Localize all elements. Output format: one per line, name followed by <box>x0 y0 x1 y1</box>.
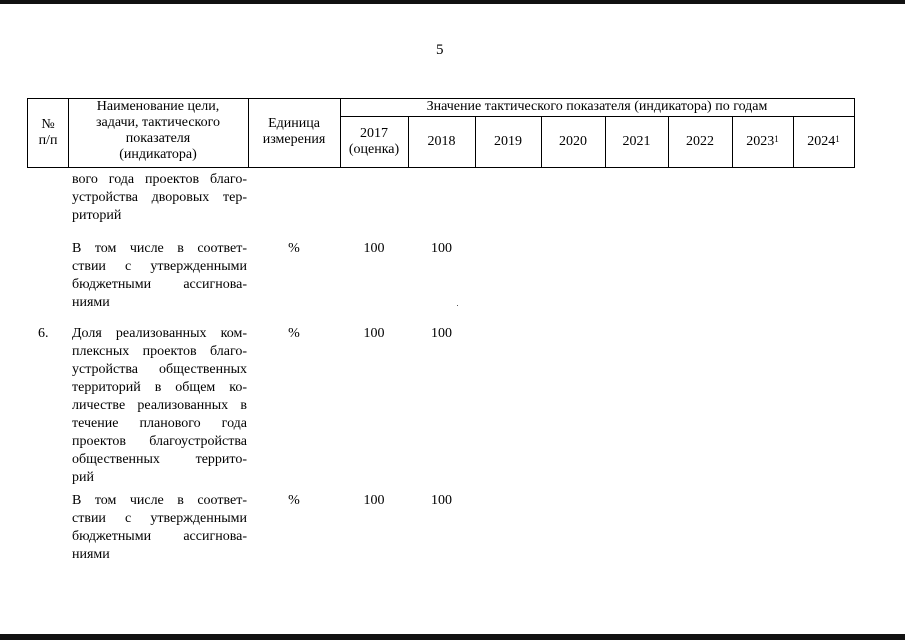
value-2018: 100 <box>431 493 452 508</box>
header-year-2022: 2022 <box>686 134 714 149</box>
header-year-2023: 2023$^1$ <box>746 134 779 149</box>
indicator-text: В том числе в соответ- ствии с утвержденными бюджетными ассигнова- ниями <box>72 493 247 562</box>
indicator-text: Доля реализованных ком- плексных проектов благо- устройства общественных территорий в общем ко- личестве реализованных в течение планового года проектов благоустройства общественных террито- рий <box>72 326 247 485</box>
unit-value: % <box>288 241 300 256</box>
row-number: 6. <box>38 326 49 341</box>
value-2018: 100 <box>431 326 452 341</box>
header-indicator-name: Наименование цели, задачи, тактического показателя (индикатора) <box>95 99 221 162</box>
table-header <box>27 98 855 168</box>
scan-top-edge <box>0 0 905 4</box>
header-unit: Единица измерения <box>262 116 326 147</box>
value-2017: 100 <box>363 241 385 256</box>
unit-value: % <box>288 326 300 341</box>
header-year-2024: 2024$^1$ <box>807 134 840 149</box>
unit-value: % <box>288 493 300 508</box>
header-year-2019: 2019 <box>494 134 522 149</box>
indicator-text: вого года проектов благо- устройства дворовых тер- риторий <box>72 172 247 223</box>
page-number: 5 <box>436 42 444 58</box>
indicator-text: В том числе в соответ- ствии с утвержденными бюджетными ассигнова- ниями <box>72 241 247 310</box>
scan-speck <box>457 305 458 306</box>
header-group-title: Значение тактического показателя (индикатора) по годам <box>426 99 768 114</box>
header-year-2018: 2018 <box>427 134 456 149</box>
value-2017: 100 <box>363 493 385 508</box>
scan-bottom-edge <box>0 634 905 640</box>
header-year-2021: 2021 <box>622 134 651 149</box>
header-number: № п/п <box>38 117 58 148</box>
header-year-2017: 2017 (оценка) <box>348 126 400 157</box>
value-2017: 100 <box>363 326 385 341</box>
value-2018: 100 <box>431 241 452 256</box>
header-year-2020: 2020 <box>559 134 587 149</box>
